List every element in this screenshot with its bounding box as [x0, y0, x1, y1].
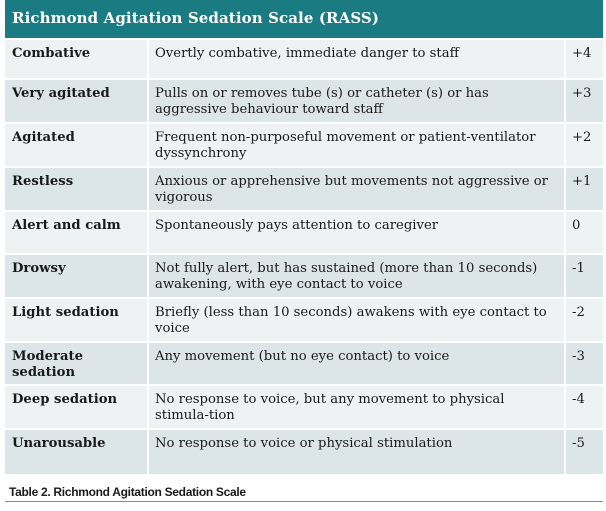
- score-cell: -2: [564, 299, 603, 341]
- level-cell: Alert and calm: [12, 218, 121, 233]
- level-cell: Drowsy: [12, 261, 66, 276]
- level-cell: Moderate sedation: [12, 349, 83, 380]
- table-row: [5, 430, 603, 474]
- score-cell: -1: [564, 255, 603, 297]
- level-cell: Deep sedation: [12, 392, 118, 407]
- score-cell: 0: [564, 212, 603, 253]
- table-body: [5, 40, 603, 474]
- table-row: [5, 168, 603, 212]
- table-row: [5, 212, 603, 255]
- description-cell: No response to voice or physical stimulation: [147, 430, 564, 474]
- level-cell: Agitated: [12, 130, 75, 145]
- description-cell: Any movement (but no eye contact) to voice: [147, 343, 564, 384]
- description-cell: Briefly (less than 10 seconds) awakens with eye contact to voice: [147, 299, 564, 341]
- score-cell: +4: [564, 40, 603, 78]
- table-title-bar: [5, 0, 603, 40]
- table-row: [5, 299, 603, 343]
- description-cell: Frequent non-purposeful movement or patient-ventilator dyssynchrony: [147, 124, 564, 166]
- score-cell: +2: [564, 124, 603, 166]
- description-cell: Not fully alert, but has sustained (more than 10 seconds) awakening, with eye contact to voice: [147, 255, 564, 297]
- score-cell: -4: [564, 386, 603, 428]
- rass-table: [5, 0, 603, 474]
- description-cell: Overtly combative, immediate danger to staff: [147, 40, 564, 78]
- description-cell: Anxious or apprehensive but movements not aggressive or vigorous: [147, 168, 564, 210]
- level-cell: Combative: [12, 46, 91, 61]
- score-cell: -3: [564, 343, 603, 384]
- level-cell: Unarousable: [12, 436, 106, 451]
- level-cell: Very agitated: [12, 86, 110, 101]
- table-row: [5, 124, 603, 168]
- table-row: [5, 80, 603, 124]
- score-cell: +1: [564, 168, 603, 210]
- description-cell: No response to voice, but any movement to physical stimula-tion: [147, 386, 564, 428]
- table-row: [5, 40, 603, 80]
- table-row: [5, 343, 603, 386]
- table-caption: Table 2. Richmond Agitation Sedation Scale: [9, 485, 246, 499]
- description-cell: Spontaneously pays attention to caregiver: [147, 212, 564, 253]
- score-cell: +3: [564, 80, 603, 122]
- score-cell: -5: [564, 430, 603, 474]
- caption-divider: [5, 501, 603, 502]
- level-cell: Light sedation: [12, 305, 119, 320]
- table-row: [5, 386, 603, 430]
- description-cell: Pulls on or removes tube (s) or catheter (s) or has aggressive behaviour toward staff: [147, 80, 564, 122]
- level-cell: Restless: [12, 174, 74, 189]
- table-row: [5, 255, 603, 299]
- table-title: Richmond Agitation Sedation Scale (RASS): [12, 9, 380, 27]
